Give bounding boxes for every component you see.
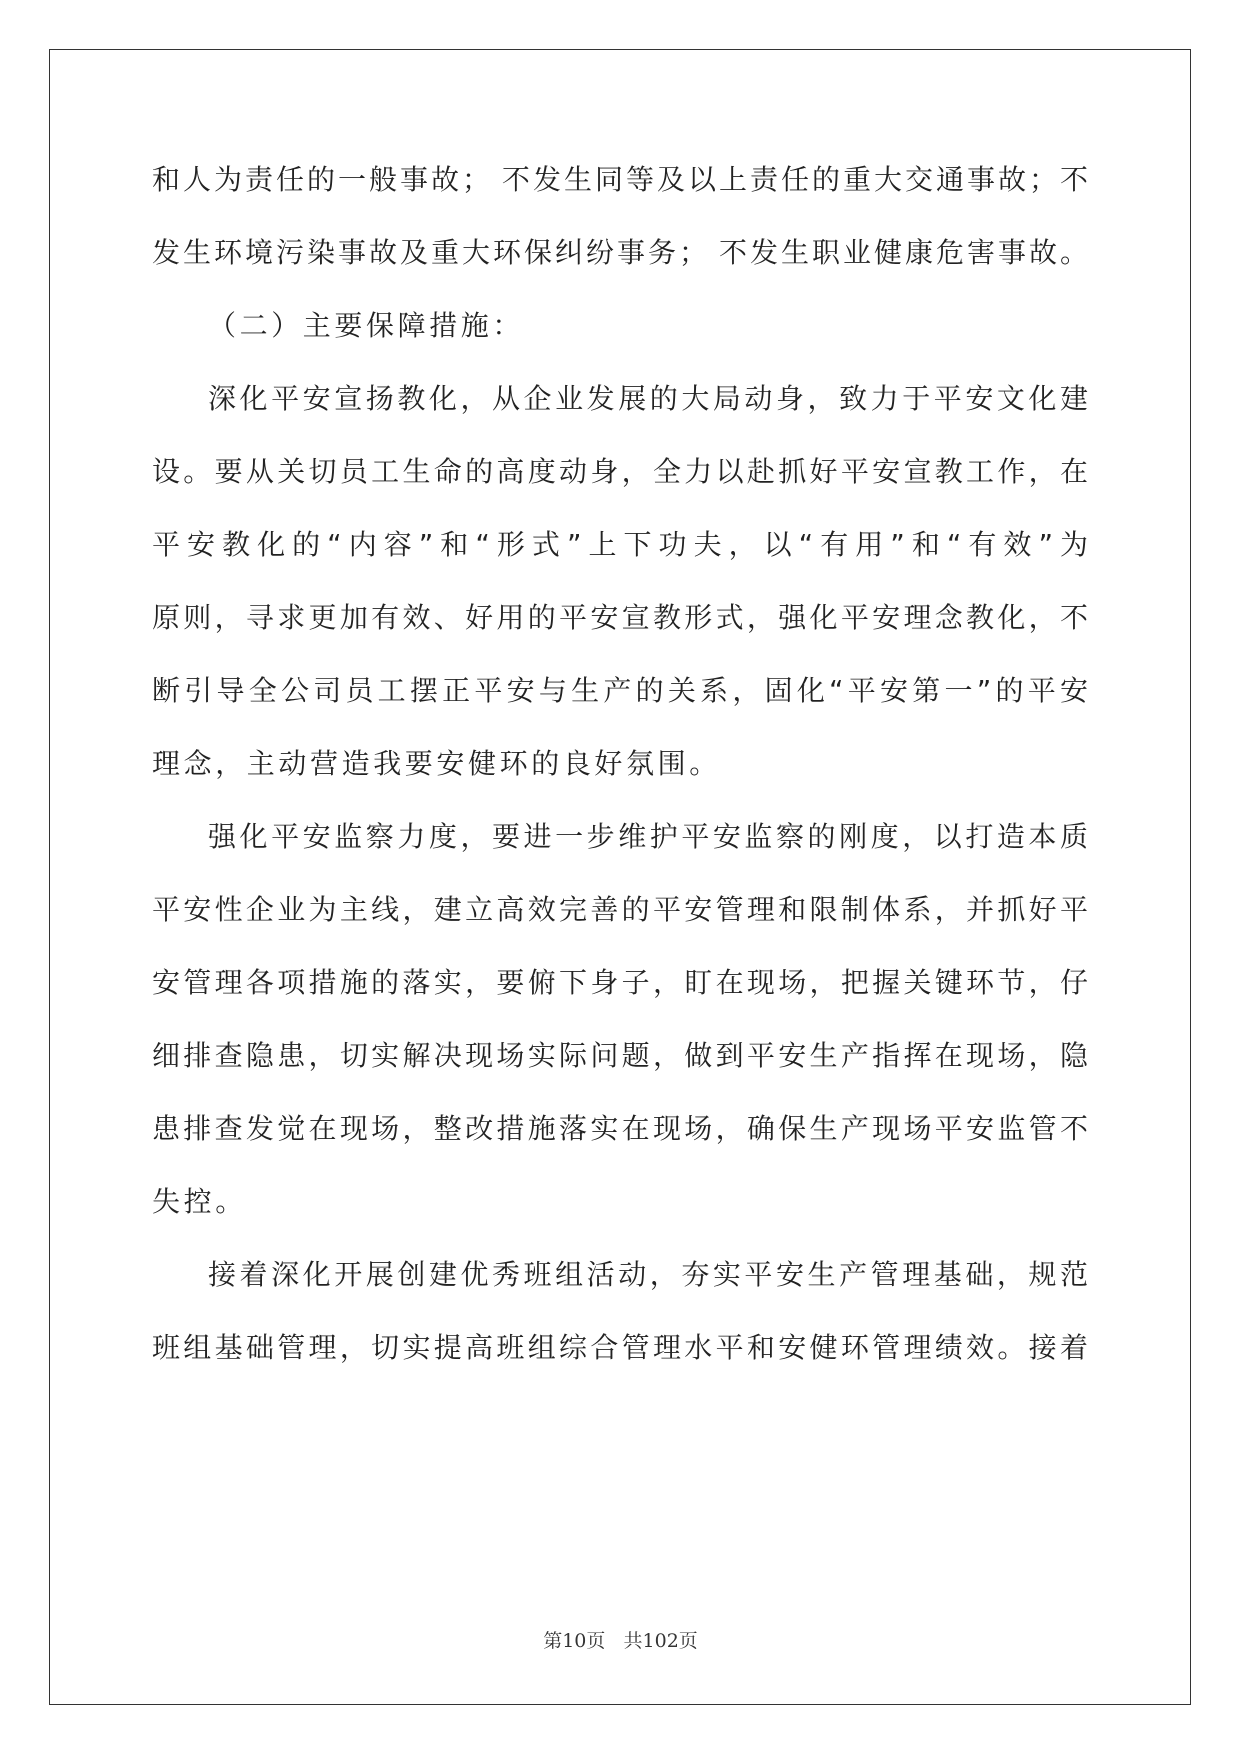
text-line: 安管理各项措施的落实，要俯下身子，盯在现场，把握关键环节，仔 [152,966,1088,999]
text-line: 和人为责任的一般事故； 不发生同等及以上责任的重大交通事故；不 [152,163,1088,196]
text-line: 平安性企业为主线，建立高效完善的平安管理和限制体系，并抓好平 [152,893,1088,926]
text-line: 理念，主动营造我要安健环的良好氛围。 [152,747,721,780]
page-frame [49,49,1191,1705]
text-line: 接着深化开展创建优秀班组活动，夯实平安生产管理基础，规范 [208,1258,1088,1291]
text-line: 平安教化的“内容”和“形式”上下功夫，以“有用”和“有效”为 [152,528,1088,561]
section-heading: （二）主要保障措施： [208,309,525,342]
text-line: 原则，寻求更加有效、好用的平安宣教形式，强化平安理念教化，不 [152,601,1088,634]
page-number: 第10页 共102页 [543,1630,698,1652]
text-line: 班组基础管理，切实提高班组综合管理水平和安健环管理绩效。接着 [152,1331,1088,1364]
text-line: 断引导全公司员工摆正平安与生产的关系，固化“平安第一”的平安 [152,674,1088,707]
text-line: 发生环境污染事故及重大环保纠纷事务； 不发生职业健康危害事故。 [152,236,1088,269]
text-line: 细排查隐患，切实解决现场实际问题，做到平安生产指挥在现场，隐 [152,1039,1088,1072]
text-line: 患排查发觉在现场，整改措施落实在现场，确保生产现场平安监管不 [152,1112,1088,1145]
text-line: 设。要从关切员工生命的高度动身，全力以赴抓好平安宣教工作，在 [152,455,1088,488]
text-line: 失控。 [152,1185,247,1218]
text-line: 深化平安宣扬教化，从企业发展的大局动身，致力于平安文化建 [208,382,1088,415]
text-line: 强化平安监察力度，要进一步维护平安监察的刚度，以打造本质 [208,820,1088,853]
